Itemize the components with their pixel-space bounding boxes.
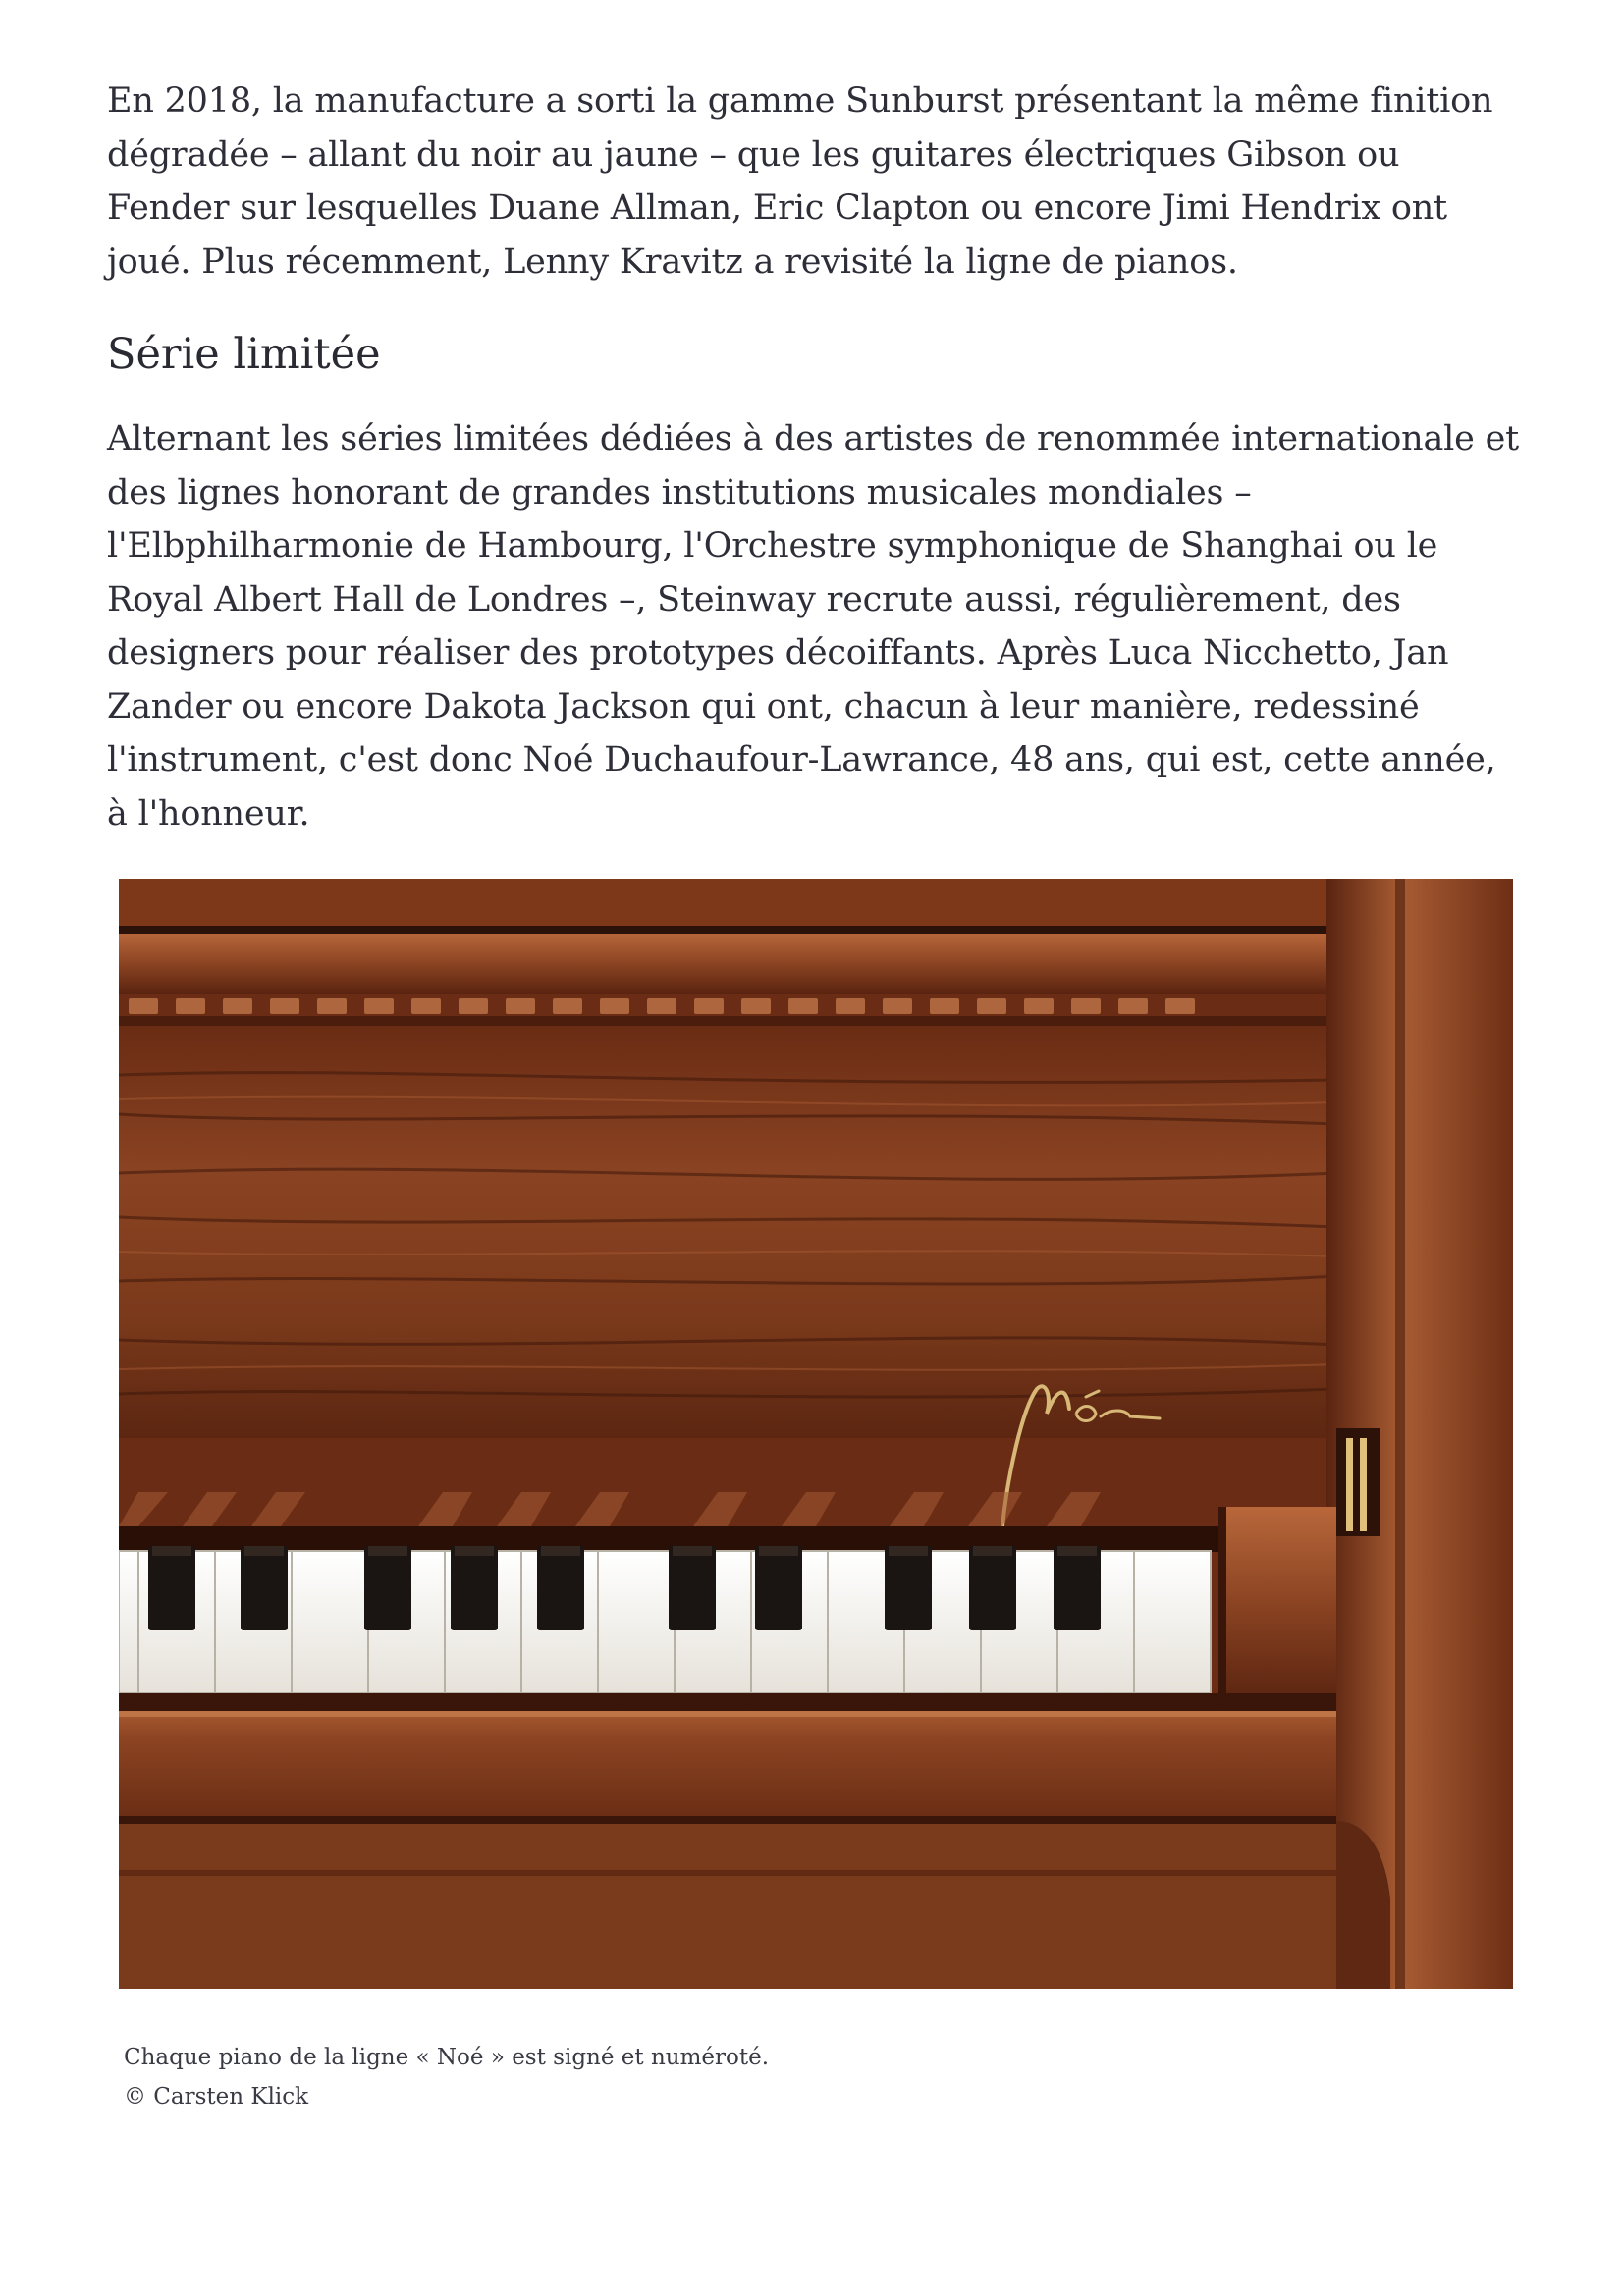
photo-caption [124,2038,769,2116]
music-desk-rail [119,934,1336,994]
photo-credit: © Carsten Klick [124,2084,309,2109]
key-block [1218,1507,1336,1703]
key-slip [119,1711,1336,1819]
piano-photo [119,879,1513,1989]
piano-case-lower [119,1824,1336,1989]
section-heading: Série limitée [107,330,381,379]
lid-edge [119,879,1326,933]
brass-hardware [1346,1438,1353,1531]
caption-text: Chaque piano de la ligne « Noé » est signé et numéroté. [124,2045,770,2070]
article-paragraph-1: En 2018, la manufacture a sorti la gamme Sunburst présentant la même finition dégradée – allant du noir au jaune – que les guitares électriques Gibson ou Fender sur lesquelles Duane Allman, Eric Clapton ou encore Jimi Hendrix ont joué. Plus récemment, Lenny Kravitz a revisité la ligne de pianos. [107,81,1493,282]
fallboard-panel [119,1026,1336,1438]
piano-illustration [119,879,1513,1989]
music-desk-slats [129,998,1195,1014]
article-paragraph-2: Alternant les séries limitées dédiées à des artistes de renommée internationale et des lignes honorant de grandes institutions musicales mondiales – l'Elbphilharmonie de Hambourg, l'Orchestre symphonique de Shanghai ou le Royal Albert Hall de Londres –, Steinway recrute aussi, régulièrement, des designers pour réaliser des prototypes décoiffants. Après Luca Nicchetto, Jan Zander ou encore Dakota Jackson qui ont, chacun à leur manière, redessiné l'instrument, c'est donc Noé Duchaufour-Lawrance, 48 ans, qui est, cette année, à l'honneur. [107,419,1519,833]
